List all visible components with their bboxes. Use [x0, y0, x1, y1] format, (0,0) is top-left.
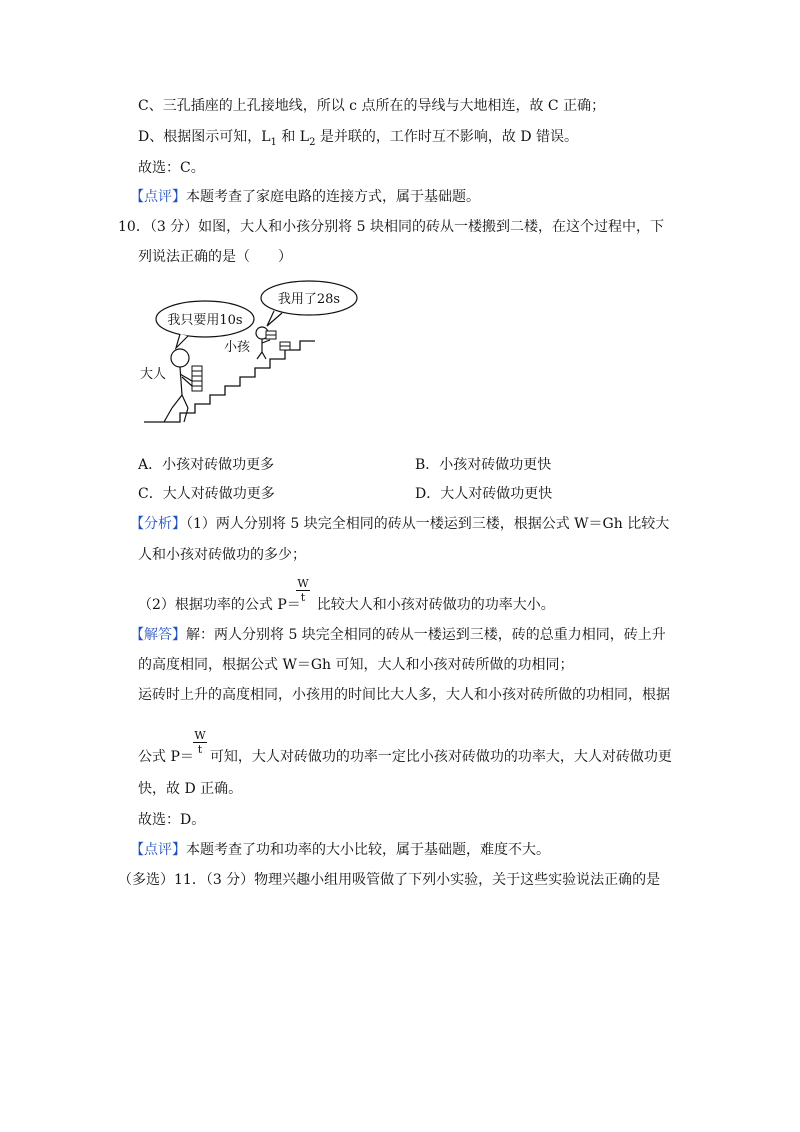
comment-tag: 【点评】: [130, 842, 186, 858]
child-bricks: [266, 331, 276, 339]
analysis-text-3-pre: （2）根据功率的公式 P＝: [138, 597, 301, 613]
landing-bricks: [280, 342, 290, 350]
power-formula-fraction-1: [296, 577, 310, 604]
adult-bricks: [192, 366, 202, 391]
comment-text: 本题考查了功和功率的大小比较，属于基础题，难度不大。: [186, 842, 550, 858]
solution-tag: 【解答】: [130, 627, 186, 643]
adult-bubble-text: 我只要用10s: [167, 313, 243, 328]
stairs-figure: [140, 278, 370, 428]
solution-text-4-pre: 公式 P＝: [138, 749, 194, 765]
analysis-line-3: [138, 595, 555, 615]
child-bubble-text: 我用了28s: [277, 292, 341, 307]
question-11: （多选）11．（3 分）物理兴趣小组用吸管做了下列小实验，关于这些实验说法正确的是: [118, 872, 661, 888]
analysis-line-2: 人和小孩对砖做功的多少；: [138, 547, 306, 563]
previous-comment: [130, 187, 480, 207]
analysis-text-3-post: 比较大人和小孩对砖做功的功率大小。: [316, 597, 555, 613]
fraction-denominator: t: [197, 743, 203, 756]
option-d-text-mid: 和 L: [276, 129, 310, 145]
solution-text-1: 解：两人分别将 5 块完全相同的砖从一楼运到三楼，砖的总重力相同，砖上升: [186, 627, 666, 643]
previous-answer: 故选：C。: [138, 160, 205, 176]
option-d-explanation: [138, 127, 578, 153]
fraction-denominator: t: [300, 591, 306, 604]
power-formula-fraction-2: [193, 729, 207, 756]
option-a: A．小孩对砖做功更多: [138, 457, 275, 473]
child-bubble-tail: [267, 311, 282, 326]
solution-line-2: 的高度相同，根据公式 W＝Gh 可知，大人和小孩对砖所做的功相同；: [138, 657, 574, 673]
question-10-line-1: 10．（3 分）如图，大人和小孩分别将 5 块相同的砖从一楼搬到二楼，在这个过程中，下: [118, 219, 664, 235]
answer: 故选：D。: [138, 812, 206, 828]
adult-figure: [164, 349, 192, 422]
option-d-text-pre: D、根据图示可知，L: [138, 129, 271, 145]
subscript-1: 1: [270, 136, 277, 148]
solution-line-3: 运砖时上升的高度相同，小孩用的时间比大人多，大人和小孩对砖所做的功相同，根据: [138, 687, 670, 703]
fraction-numerator: W: [194, 729, 206, 742]
child-label: 小孩: [224, 340, 251, 355]
option-c: C．大人对砖做功更多: [138, 486, 275, 502]
option-d-text-post: 是并联的，工作时互不影响，故 D 错误。: [315, 129, 579, 145]
adult-bubble-tail: [176, 334, 188, 348]
analysis-tag: 【分析】: [130, 516, 186, 532]
comment: [130, 840, 550, 860]
adult-label: 大人: [140, 367, 167, 382]
fraction-numerator: W: [297, 577, 309, 590]
subscript-2: 2: [309, 136, 316, 148]
solution-line-1: [130, 625, 666, 645]
solution-line-4: [138, 747, 672, 767]
comment-text: 本题考查了家庭电路的连接方式，属于基础题。: [186, 189, 480, 205]
question-10-line-2: 列说法正确的是（ ）: [138, 249, 292, 265]
comment-tag: 【点评】: [130, 189, 186, 205]
solution-line-5: 快，故 D 正确。: [138, 781, 243, 797]
analysis-text-1: （1）两人分别将 5 块完全相同的砖从一楼运到三楼，根据公式 W＝Gh 比较大: [186, 516, 670, 532]
option-b: B．小孩对砖做功更快: [415, 457, 552, 473]
option-d: D．大人对砖做功更快: [415, 486, 553, 502]
solution-text-4-post: 可知，大人对砖做功的功率一定比小孩对砖做功的功率大，大人对砖做功更: [209, 749, 672, 765]
option-c-explanation: C、三孔插座的上孔接地线，所以 c 点所在的导线与大地相连，故 C 正确；: [138, 98, 606, 114]
analysis-line-1: [130, 514, 669, 534]
